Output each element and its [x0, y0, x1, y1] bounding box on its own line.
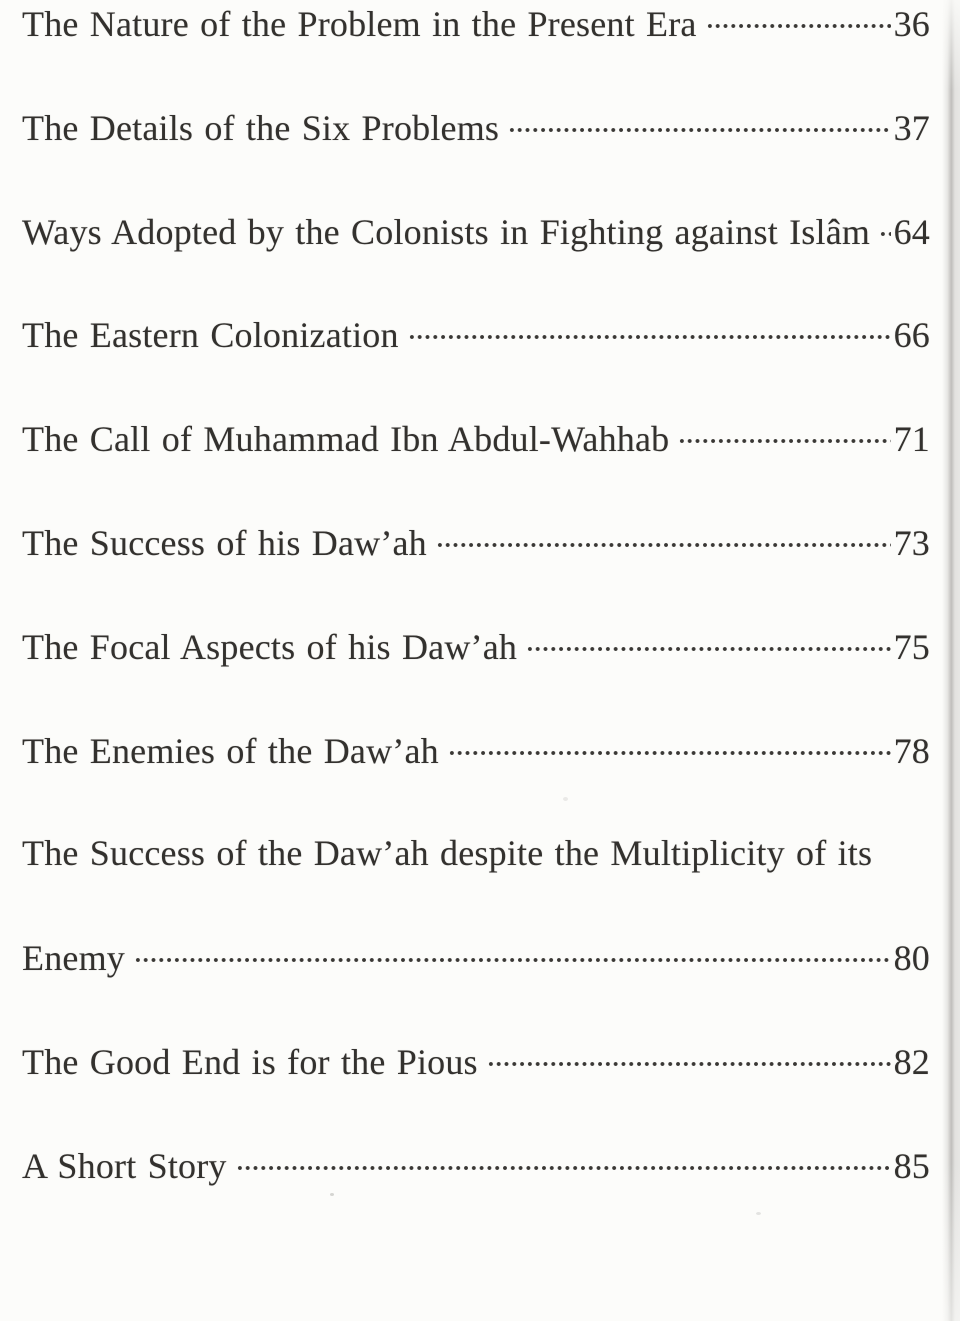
dot-leader: [436, 521, 891, 555]
toc-entry-page-number: 82: [893, 1041, 930, 1082]
dot-leader: [408, 313, 891, 347]
toc-entry-title: The Focal Aspects of his Daw’ah: [22, 626, 518, 667]
toc-entry-title: Enemy: [22, 938, 125, 979]
dot-leader: [134, 936, 891, 970]
dot-leader: [236, 1144, 891, 1178]
toc-entry: [22, 521, 930, 625]
toc-entry-title: The Details of the Six Problems: [22, 107, 500, 148]
toc-entry: [22, 729, 930, 833]
toc-entry-title: The Enemies of the Daw’ah: [22, 730, 439, 771]
dot-leader: [879, 210, 891, 244]
toc-entry-wrapped-line: [22, 832, 930, 936]
toc-entry-page-number: 37: [893, 107, 930, 148]
toc-entry: [22, 417, 930, 521]
dot-leader: [448, 729, 891, 763]
page-edge-shadow: [942, 0, 960, 1321]
toc-entry-page-number: 36: [893, 4, 930, 44]
toc-entry-title: The Success of his Daw’ah: [22, 522, 427, 563]
toc-entry-title: The Good End is for the Pious: [22, 1041, 478, 1082]
dot-leader: [678, 417, 890, 451]
toc-entry-title: The Success of the Daw’ah despite the Multiplicity of its: [22, 833, 873, 874]
dot-leader: [487, 1040, 891, 1074]
toc-entry-continuation: [22, 936, 930, 1040]
toc-entry: [22, 313, 930, 417]
dot-leader: [706, 2, 891, 36]
dot-leader: [508, 106, 890, 140]
toc-entry-page-number: 66: [893, 315, 930, 356]
toc-entry: [22, 1040, 930, 1144]
toc-entry-page-number: 64: [893, 211, 930, 252]
toc-entry-page-number: 85: [893, 1145, 930, 1186]
toc-entry-title: Ways Adopted by the Colonists in Fighting against Islâm: [22, 211, 871, 252]
toc-entry-page-number: 73: [893, 522, 930, 563]
toc-entry: [22, 625, 930, 729]
dot-leader: [526, 625, 891, 659]
toc-entry-page-number: 80: [893, 938, 930, 979]
toc-list: [22, 2, 930, 1248]
toc-entry-page-number: 75: [893, 626, 930, 667]
toc-entry: [22, 1144, 930, 1248]
toc-entry-title: The Eastern Colonization: [22, 315, 399, 356]
toc-entry: [22, 106, 930, 210]
toc-entry-page-number: 78: [893, 730, 930, 771]
toc-entry-title: The Nature of the Problem in the Present Era: [22, 4, 697, 44]
toc-entry-page-number: 71: [893, 419, 930, 460]
toc-entry: [22, 210, 930, 314]
toc-entry-title: A Short Story: [22, 1145, 227, 1186]
toc-entry: [22, 2, 930, 106]
toc-entry-title: The Call of Muhammad Ibn Abdul-Wahhab: [22, 419, 670, 460]
